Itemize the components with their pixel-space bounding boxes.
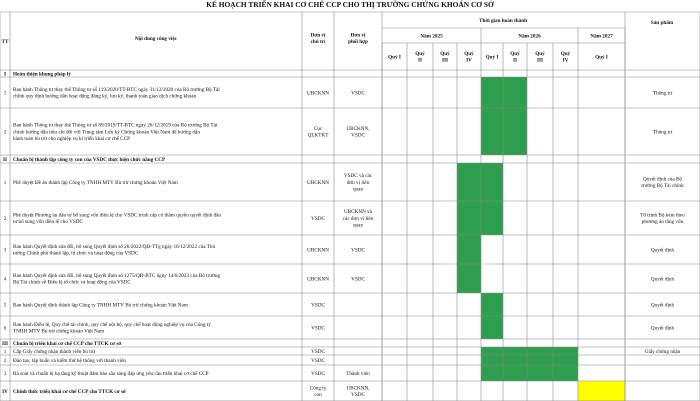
- row-tt: 2: [3, 129, 7, 136]
- header-quarter: Quý I: [485, 54, 499, 61]
- header-quarter: Quý: [560, 50, 571, 57]
- task-coop: VSDC: [351, 90, 365, 97]
- task-coop: đơn vị liên: [346, 179, 370, 186]
- header-products: Sản phẩm: [650, 19, 674, 26]
- row-tt: 5: [3, 302, 7, 309]
- row-tt: 2: [3, 215, 7, 222]
- timeline-bar: [503, 108, 527, 155]
- header-quarter: III: [536, 57, 544, 64]
- task-coop: UBCKNN và: [343, 209, 373, 216]
- task-product: Thông tư: [652, 90, 673, 97]
- timeline-bar: [553, 355, 578, 365]
- timeline-bar: [527, 365, 553, 381]
- row-tt: 1: [3, 348, 7, 355]
- task-content: Bộ Tài chính về Điều lệ tổ chức và hoạt động của VSDC: [13, 279, 131, 286]
- header-quarter: III: [441, 57, 449, 64]
- header-quarter: Quý: [535, 50, 545, 57]
- timeline-bar: [481, 163, 503, 201]
- timeline-bar: [527, 347, 553, 355]
- timeline-bar: [503, 77, 527, 108]
- timeline-bar: [553, 347, 578, 355]
- header-coop: Đơn vị: [350, 32, 366, 39]
- header-quarter: Quý: [464, 50, 474, 57]
- task-content: Ban hành Quyết định sửa đổi, bổ sung Quyết định số 1275/QĐ-BTC ngày 14/6/2023 của Bộ trưởng: [13, 272, 221, 279]
- task-product: Tờ trình Bộ kèm theo: [640, 212, 685, 219]
- row-tt: 2: [3, 357, 7, 364]
- task-coop: các đơn vị liên: [342, 215, 374, 222]
- task-lead: VSDC: [311, 370, 325, 377]
- task-lead: UBCKNN: [307, 179, 329, 186]
- row-tt: 3: [3, 370, 7, 377]
- timeline-bar: [481, 355, 503, 365]
- timeline-bar: [481, 293, 503, 316]
- task-lead: VSDC: [311, 302, 325, 309]
- timeline-bar: [553, 365, 578, 381]
- timeline-bar: [481, 316, 503, 339]
- task-content: Rà soát và chuẩn bị hạ tầng kỹ thuật đảm bảo sẵn sàng đáp ứng yêu cầu triển khai cơ chế CCP: [13, 370, 209, 377]
- header-quarter: IV: [562, 57, 569, 64]
- row-tt: II: [2, 156, 8, 163]
- header-coop: phối hợp: [348, 39, 368, 46]
- header-content: Nội dung công việc: [135, 35, 177, 42]
- task-content: Phê duyệt Đề án thành lập Công ty TNHH MTV Bù trừ chứng khoán Việt Nam: [13, 179, 178, 186]
- header-quarter: II: [417, 57, 423, 64]
- header-quarter: II: [512, 57, 518, 64]
- task-product: Quyết định của Bộ: [642, 176, 683, 183]
- task-content: Đào tạo, tập huấn và kiểm thử hệ thống với thành viên: [13, 357, 127, 364]
- timeline-bar: [481, 347, 503, 355]
- task-content: Phê duyệt Phương án đầu tư bổ sung vốn điều lệ cho VSDC trình cấp có thẩm quyền quyết định đầu: [13, 212, 221, 219]
- task-product: Quyết định: [650, 276, 675, 283]
- task-content: Ban hành Quyết định thành lập Công ty TNHH MTV Bù trừ chứng khoán Việt Nam: [13, 302, 188, 309]
- task-coop: Thành viên: [346, 370, 370, 377]
- task-content: Cấp Giấy chứng nhận thành viên bù trừ: [13, 348, 96, 355]
- timeline-bar: [481, 201, 503, 235]
- header-quarter: Quý: [440, 50, 450, 57]
- task-coop: quan: [352, 186, 364, 193]
- header-quarter: Quý: [415, 50, 425, 57]
- header-quarter: Quý: [510, 50, 520, 57]
- task-coop: UBCKNN,: [346, 125, 370, 132]
- task-coop: VSDC: [351, 276, 365, 283]
- task-content: tư bổ sung vốn điều lệ cho VSDC: [13, 219, 84, 226]
- task-product: Giấy chứng nhận: [644, 348, 681, 355]
- section-title: Hoàn thiện khung pháp lý: [13, 71, 71, 78]
- timeline-bar: [503, 365, 527, 381]
- target-marker: [578, 381, 625, 401]
- task-lead: UBCKNN: [307, 90, 329, 97]
- task-lead: VSDC: [311, 215, 325, 222]
- page-title: KẾ HOẠCH TRIỂN KHAI CƠ CHẾ CCP CHO THỊ TRƯỜNG CHỨNG KHOÁN CƠ SỞ: [206, 0, 494, 9]
- header-year: Năm 2027: [590, 33, 613, 40]
- row-tt: 4: [3, 276, 7, 283]
- header-quarter: IV: [466, 57, 472, 64]
- timeline-bar: [481, 365, 503, 381]
- task-content: Ban hành Thông tư thay thế Thông tư số 89/2019/TT-BTC ngày 26/12/2019 của Bộ trưởng Bộ Tài: [13, 122, 218, 129]
- header-year: Năm 2025: [420, 33, 443, 40]
- row-tt: 6: [3, 325, 7, 332]
- task-lead: VSDC: [311, 348, 325, 355]
- task-product: trưởng Bộ Tài chính: [641, 183, 684, 190]
- task-content: hành toán bù trừ cho nghiệp vụ kí triển khai cơ chế CCP: [13, 136, 131, 143]
- task-coop: VSDC: [351, 132, 365, 139]
- task-coop: VSDC và các: [343, 173, 373, 180]
- task-coop: VSDC: [351, 247, 365, 254]
- task-product: phương án tăng vốn: [641, 219, 684, 226]
- task-coop: VSDC: [351, 392, 365, 399]
- task-product: Quyết định: [650, 302, 675, 309]
- task-lead: Cục: [313, 125, 323, 132]
- task-product: Quyết định: [650, 325, 675, 332]
- task-content: Ban hành Quyết định sửa đổi, bổ sung Quyết định số 26/2022/QĐ-TTg ngày 16/12/2022 của Thủ: [13, 243, 216, 250]
- header-quarter: Quý I: [595, 54, 608, 61]
- task-lead: UBCKNN: [307, 276, 329, 283]
- task-content: Ban hành Điều lệ, Quy chế tài chính, quy chế nội bộ, quy chế hoạt động nghiệp vụ của Công ty: [13, 321, 211, 328]
- header-lead: Đơn vị: [310, 32, 326, 39]
- timeline-bar: [503, 355, 527, 365]
- task-content: Chính thức triển khai cơ chế CCP cho TTCK cơ sở: [13, 388, 126, 395]
- task-lead: VSDC: [311, 357, 325, 364]
- task-product: Thông tư: [652, 129, 673, 136]
- row-tt: III: [1, 340, 9, 347]
- row-tt: 1: [3, 179, 7, 186]
- row-tt: I: [3, 71, 7, 78]
- section-title: Chuẩn bị thành lập công ty con của VSDC thực hiện chức năng CCP: [13, 156, 166, 163]
- task-coop: quan: [352, 222, 364, 229]
- header-tt: TT: [1, 38, 9, 45]
- task-content: tướng Chính phủ thành lập, tổ chức và hoạt động của VSDC: [13, 250, 139, 257]
- task-content: Ban hành Thông tư thay thế Thông tư số 119/2020/TT-BTC ngày 31/12/2020 của Bộ trưởng Bộ Tài: [13, 86, 220, 93]
- task-lead: UBCKNN: [307, 247, 329, 254]
- task-lead: VSDC: [311, 325, 325, 332]
- section-title: Chuẩn bị triển khai cơ chế CCP cho TTCK cơ sở: [13, 340, 122, 347]
- header-timeframe: Thời gian hoàn thành: [479, 17, 527, 24]
- header-lead: chủ trì: [310, 39, 326, 46]
- timeline-bar: [481, 108, 503, 155]
- task-lead: QLKTKT: [307, 132, 329, 139]
- timeline-bar: [527, 355, 553, 365]
- task-content: TNHH MTV Bù trừ chứng khoán Việt Nam: [13, 328, 105, 335]
- timeline-bar: [481, 77, 503, 108]
- timeline-bar: [457, 264, 481, 293]
- row-tt: IV: [2, 388, 8, 395]
- timeline-bar: [503, 347, 527, 355]
- task-coop: UBCKNN,: [346, 385, 370, 392]
- timeline-bar: [457, 201, 481, 235]
- row-tt: 1: [3, 90, 7, 97]
- task-content: chính hướng dẫn tiêu chí đối với Trung tâm Lưu ký Chứng khoán Việt Nam để hướng dẫn: [13, 129, 200, 136]
- timeline-bar: [457, 235, 481, 264]
- timeline-bar: [457, 163, 481, 201]
- task-lead: Công ty: [309, 385, 327, 392]
- task-product: Quyết định: [650, 247, 675, 254]
- task-lead: con: [314, 392, 322, 399]
- task-content: chính quy định hướng dẫn hoạt động đăng ký, lưu ký, thanh toán giao dịch chứng khoán: [13, 93, 197, 100]
- row-tt: 3: [3, 247, 7, 254]
- header-quarter: Quý I: [388, 54, 401, 61]
- header-year: Năm 2026: [518, 33, 541, 40]
